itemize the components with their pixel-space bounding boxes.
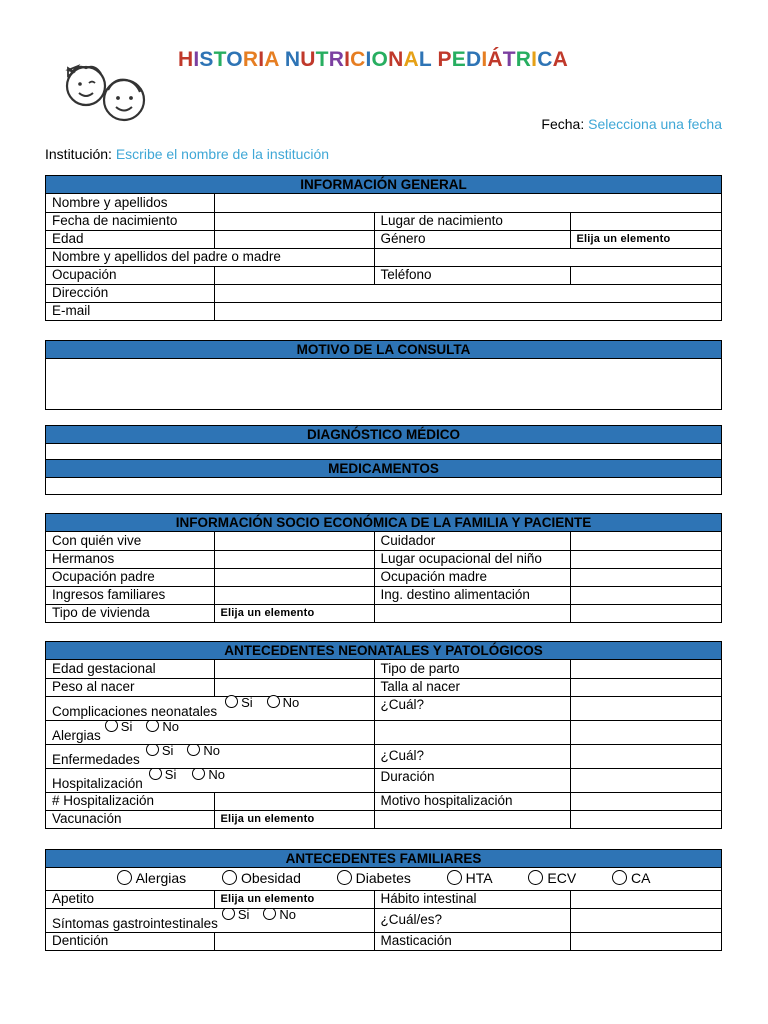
label-genero: Género bbox=[374, 230, 570, 248]
label-denticion: Dentición bbox=[46, 932, 214, 950]
motivo-textarea[interactable] bbox=[46, 359, 721, 409]
label-habito: Hábito intestinal bbox=[374, 890, 570, 908]
title-letter: R bbox=[515, 48, 532, 71]
input-fecha-nac[interactable] bbox=[214, 212, 374, 230]
label-con-quien: Con quién vive bbox=[46, 532, 214, 550]
label-vacunacion: Vacunación bbox=[46, 810, 214, 828]
page-title bbox=[178, 48, 568, 72]
enfermedades-cell bbox=[46, 744, 374, 768]
neonatales-section bbox=[45, 641, 722, 829]
label-tipo-parto: Tipo de parto bbox=[374, 660, 570, 678]
label-cuidador: Cuidador bbox=[374, 532, 570, 550]
vacunacion-select[interactable]: Elija un elemento bbox=[214, 810, 374, 828]
label-hospitalizacion: Hospitalización bbox=[52, 776, 143, 791]
input-ocup-padre[interactable] bbox=[214, 568, 374, 586]
sintomas-cell bbox=[46, 908, 374, 932]
label-cual-2: ¿Cuál? bbox=[374, 744, 570, 768]
neonatales-table bbox=[46, 660, 721, 828]
institution-placeholder[interactable]: Escribe el nombre de la institución bbox=[115, 146, 330, 162]
institution-field[interactable] bbox=[45, 146, 329, 162]
date-field[interactable] bbox=[541, 116, 722, 132]
label-motivo-hosp: Motivo hospitalización bbox=[374, 792, 570, 810]
medicamentos-input[interactable] bbox=[46, 478, 721, 494]
input-num-hosp[interactable] bbox=[214, 792, 374, 810]
input-ingresos[interactable] bbox=[214, 586, 374, 604]
section-header: MEDICAMENTOS bbox=[46, 460, 721, 478]
input-talla[interactable] bbox=[570, 678, 721, 696]
title-letter: A bbox=[264, 48, 279, 71]
no-label: No bbox=[162, 720, 179, 734]
input-edad-gest[interactable] bbox=[214, 660, 374, 678]
sintomas-no-radio[interactable] bbox=[263, 908, 276, 920]
label-vivienda: Tipo de vivienda bbox=[46, 604, 214, 622]
title-letter: C bbox=[350, 48, 366, 71]
label-ocupacion: Ocupación bbox=[46, 266, 214, 284]
input-nombre[interactable] bbox=[214, 194, 721, 212]
si-label: Si bbox=[161, 744, 174, 758]
input-telefono[interactable] bbox=[570, 266, 721, 284]
label-hermanos: Hermanos bbox=[46, 550, 214, 568]
socio-section bbox=[45, 513, 722, 623]
alergias-si-radio[interactable] bbox=[105, 720, 118, 732]
title-letter: I bbox=[365, 48, 372, 71]
vivienda-select[interactable]: Elija un elemento bbox=[214, 604, 374, 622]
title-letter: L bbox=[418, 48, 432, 71]
family-option-radio[interactable] bbox=[447, 870, 462, 885]
title-letter: O bbox=[371, 48, 389, 71]
label-edad: Edad bbox=[46, 230, 214, 248]
input-denticion[interactable] bbox=[214, 932, 374, 950]
motivo-section bbox=[45, 340, 722, 410]
family-option-radio[interactable] bbox=[117, 870, 132, 885]
input-motivo-hosp[interactable] bbox=[570, 792, 721, 810]
title-letter: T bbox=[502, 48, 516, 71]
hospitalizacion-si-radio[interactable] bbox=[149, 768, 162, 780]
diagnostico-section bbox=[45, 425, 722, 495]
input-lugar-nac[interactable] bbox=[570, 212, 721, 230]
option-label: ECV bbox=[547, 870, 577, 887]
no-label: No bbox=[203, 744, 220, 758]
family-option[interactable] bbox=[447, 870, 493, 886]
input-direccion[interactable] bbox=[214, 284, 721, 302]
general-info-table bbox=[46, 194, 721, 320]
title-letter: A bbox=[403, 48, 419, 71]
label-num-hosp: # Hospitalización bbox=[46, 792, 214, 810]
title-letter: E bbox=[451, 48, 466, 71]
input-habito[interactable] bbox=[570, 890, 721, 908]
no-label: No bbox=[282, 695, 300, 710]
section-header: ANTECEDENTES NEONATALES Y PATOLÓGICOS bbox=[46, 642, 721, 660]
genero-select[interactable]: Elija un elemento bbox=[570, 230, 721, 248]
input-email[interactable] bbox=[214, 302, 721, 320]
label-ing-destino: Ing. destino alimentación bbox=[374, 586, 570, 604]
title-letter: O bbox=[226, 48, 243, 71]
complicaciones-si-radio[interactable] bbox=[225, 695, 238, 708]
title-letter: I bbox=[344, 48, 351, 71]
section-header: INFORMACIÓN SOCIO ECONÓMICA DE LA FAMILIA Y PACIENTE bbox=[46, 514, 721, 532]
input-cual-2[interactable] bbox=[570, 744, 721, 768]
title-letter: U bbox=[300, 48, 316, 71]
input-cual-1[interactable] bbox=[570, 696, 721, 720]
section-header: MOTIVO DE LA CONSULTA bbox=[46, 341, 721, 359]
title-letter: A bbox=[552, 48, 568, 71]
option-label: CA bbox=[630, 870, 651, 887]
family-option-radio[interactable] bbox=[528, 870, 543, 885]
option-label: Obesidad bbox=[240, 870, 301, 887]
alergias-cell bbox=[46, 720, 374, 744]
title-letter: Á bbox=[487, 48, 503, 71]
input-edad[interactable] bbox=[214, 230, 374, 248]
vacunacion-empty[interactable] bbox=[374, 810, 570, 828]
label-talla: Talla al nacer bbox=[374, 678, 570, 696]
family-option[interactable] bbox=[337, 870, 411, 886]
label-alergias: Alergias bbox=[52, 728, 101, 743]
title-letter: I bbox=[481, 48, 488, 71]
family-option[interactable] bbox=[528, 870, 576, 886]
label-ocup-padre: Ocupación padre bbox=[46, 568, 214, 586]
title-letter: H bbox=[178, 48, 194, 71]
complicaciones-cell bbox=[46, 696, 374, 720]
institution-label: Institución: bbox=[45, 146, 112, 162]
label-nombre: Nombre y apellidos bbox=[46, 194, 214, 212]
label-lugar-ocup: Lugar ocupacional del niño bbox=[374, 550, 570, 568]
si-label: Si bbox=[241, 695, 253, 710]
children-faces-icon bbox=[58, 58, 150, 124]
label-duracion: Duración bbox=[374, 768, 570, 792]
si-label: Si bbox=[164, 768, 177, 782]
section-header: INFORMACIÓN GENERAL bbox=[46, 176, 721, 194]
diagnostico-input[interactable] bbox=[46, 444, 721, 460]
input-peso[interactable] bbox=[214, 678, 374, 696]
label-edad-gest: Edad gestacional bbox=[46, 660, 214, 678]
input-cuidador[interactable] bbox=[570, 532, 721, 550]
input-hermanos[interactable] bbox=[214, 550, 374, 568]
label-masticacion: Masticación bbox=[374, 932, 570, 950]
input-ocup-madre[interactable] bbox=[570, 568, 721, 586]
title-letter: I bbox=[193, 48, 200, 71]
si-label: Si bbox=[237, 908, 250, 922]
label-ocup-madre: Ocupación madre bbox=[374, 568, 570, 586]
vivienda-empty-2[interactable] bbox=[570, 604, 721, 622]
vacunacion-empty-2[interactable] bbox=[570, 810, 721, 828]
no-label: No bbox=[208, 768, 225, 782]
input-ing-destino[interactable] bbox=[570, 586, 721, 604]
section-header: ANTECEDENTES FAMILIARES bbox=[46, 850, 721, 868]
alergias-empty-2[interactable] bbox=[570, 720, 721, 744]
alergias-no-radio[interactable] bbox=[146, 720, 159, 732]
enfermedades-no-radio[interactable] bbox=[187, 744, 200, 756]
family-option[interactable] bbox=[612, 870, 650, 886]
option-label: Diabetes bbox=[355, 870, 411, 887]
date-placeholder[interactable]: Selecciona una fecha bbox=[588, 116, 722, 132]
title-letter: C bbox=[537, 48, 553, 71]
family-option-radio[interactable] bbox=[612, 870, 627, 885]
title-letter: R bbox=[328, 48, 345, 71]
input-masticacion[interactable] bbox=[570, 932, 721, 950]
input-con-quien[interactable] bbox=[214, 532, 374, 550]
label-ingresos: Ingresos familiares bbox=[46, 586, 214, 604]
vivienda-empty[interactable] bbox=[374, 604, 570, 622]
section-header: DIAGNÓSTICO MÉDICO bbox=[46, 426, 721, 444]
title-letter: N bbox=[284, 48, 301, 71]
enfermedades-si-radio[interactable] bbox=[146, 744, 159, 756]
title-letter: T bbox=[213, 48, 227, 71]
label-telefono: Teléfono bbox=[374, 266, 570, 284]
alergias-empty[interactable] bbox=[374, 720, 570, 744]
title-letter: I bbox=[531, 48, 538, 71]
socio-table bbox=[46, 532, 721, 622]
family-options bbox=[46, 868, 721, 890]
label-email: E-mail bbox=[46, 302, 214, 320]
title-letter: S bbox=[199, 48, 214, 71]
familiares-table bbox=[46, 868, 721, 950]
label-cuales: ¿Cuál/es? bbox=[374, 908, 570, 932]
title-letter: D bbox=[465, 48, 482, 71]
input-padres[interactable] bbox=[374, 248, 721, 266]
option-label: Alergias bbox=[135, 870, 187, 887]
input-duracion[interactable] bbox=[570, 768, 721, 792]
no-label: No bbox=[279, 908, 297, 922]
family-option[interactable] bbox=[117, 870, 187, 886]
hospitalizacion-no-radio[interactable] bbox=[192, 768, 205, 780]
label-lugar-nac: Lugar de nacimiento bbox=[374, 212, 570, 230]
label-enfermedades: Enfermedades bbox=[52, 752, 140, 767]
title-letter: P bbox=[437, 48, 452, 71]
label-apetito: Apetito bbox=[46, 890, 214, 908]
title-letter: R bbox=[242, 48, 259, 71]
label-fecha-nac: Fecha de nacimiento bbox=[46, 212, 214, 230]
family-option-radio[interactable] bbox=[337, 870, 352, 885]
label-complicaciones: Complicaciones neonatales bbox=[52, 704, 218, 719]
input-cuales[interactable] bbox=[570, 908, 721, 932]
hospitalizacion-cell bbox=[46, 768, 374, 792]
apetito-select[interactable]: Elija un elemento bbox=[214, 890, 374, 908]
complicaciones-no-radio[interactable] bbox=[267, 695, 280, 708]
label-sintomas: Síntomas gastrointestinales bbox=[52, 916, 218, 931]
label-peso: Peso al nacer bbox=[46, 678, 214, 696]
label-padres: Nombre y apellidos del padre o madre bbox=[46, 248, 374, 266]
date-label: Fecha: bbox=[541, 116, 585, 132]
option-label: HTA bbox=[465, 870, 493, 887]
label-direccion: Dirección bbox=[46, 284, 214, 302]
label-cual-1: ¿Cuál? bbox=[374, 696, 570, 720]
family-option[interactable] bbox=[222, 870, 301, 886]
familiares-section bbox=[45, 849, 722, 951]
general-info-section bbox=[45, 175, 722, 321]
sintomas-si-radio[interactable] bbox=[222, 908, 235, 920]
input-tipo-parto[interactable] bbox=[570, 660, 721, 678]
title-letter: N bbox=[388, 48, 404, 71]
title-letter: I bbox=[258, 48, 265, 71]
title-letter: T bbox=[315, 48, 329, 71]
input-lugar-ocup[interactable] bbox=[570, 550, 721, 568]
family-option-radio[interactable] bbox=[222, 870, 237, 885]
si-label: Si bbox=[120, 720, 133, 734]
input-ocupacion[interactable] bbox=[214, 266, 374, 284]
